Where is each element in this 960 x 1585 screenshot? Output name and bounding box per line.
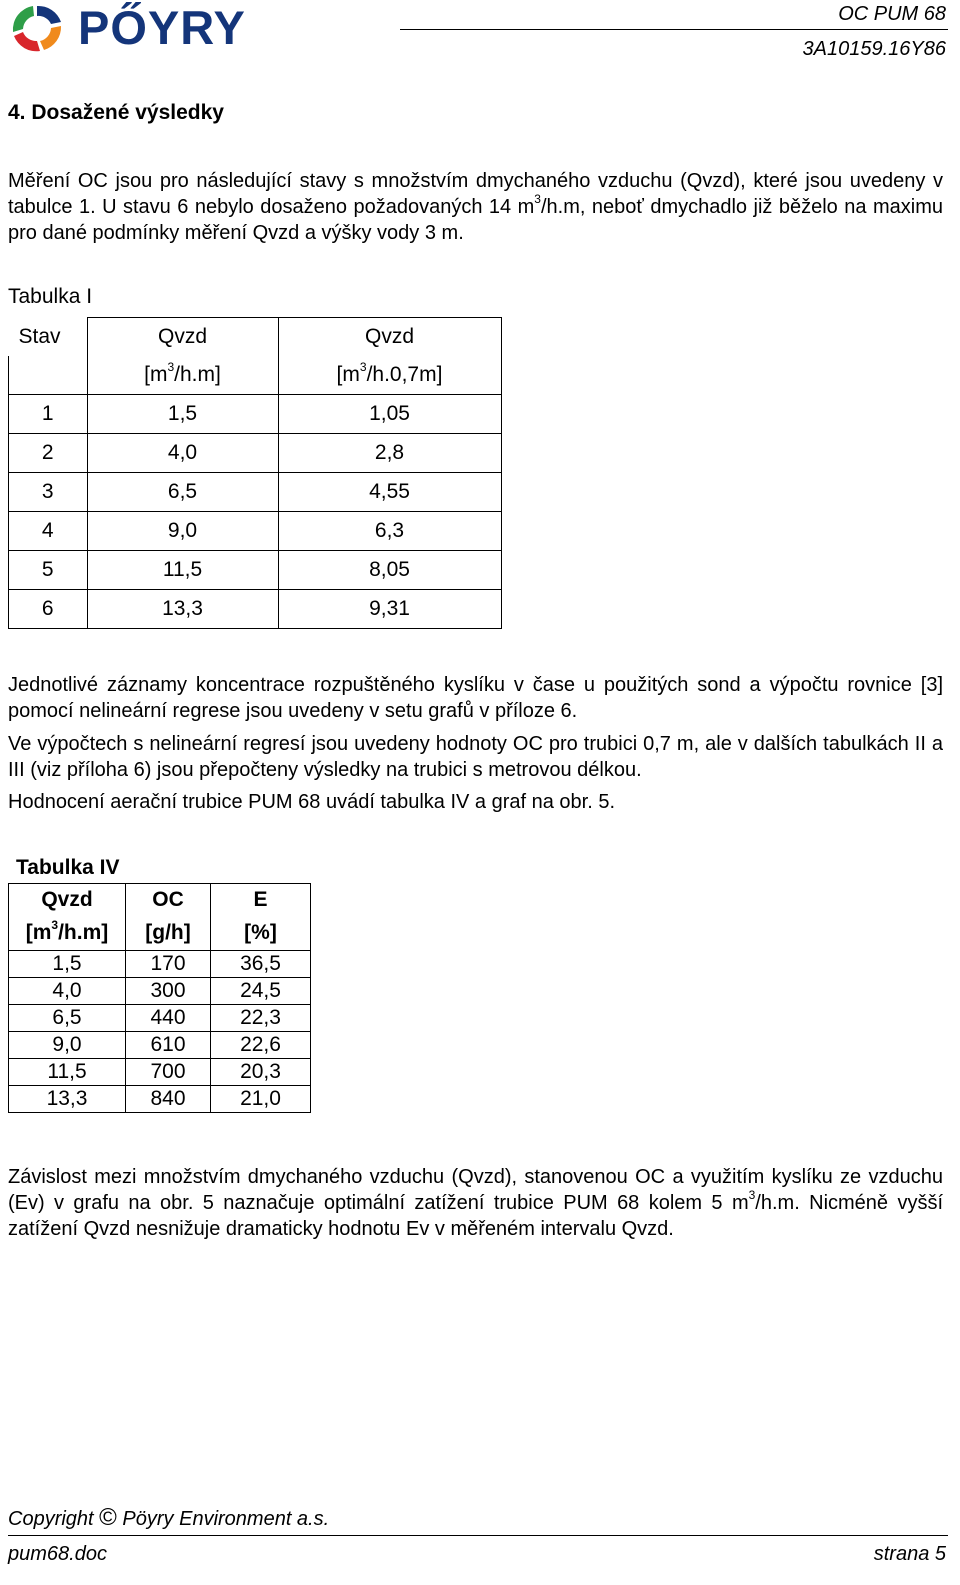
copyright-label: Copyright	[8, 1508, 94, 1530]
conclusion-text-1: Závislost mezi množstvím dmychaného vzduchu (Qvzd), stanovenou OC a využitím kyslíku ze vzduchu (Ev) v grafu na obr. 5 naznačuje optimální zatížení trubice PUM 68 kolem 5 m	[8, 1166, 943, 1214]
doc-code: OC PUM 68	[838, 3, 946, 25]
paragraph-calculation: Ve výpočtech s nelineární regresí jsou uvedeny hodnoty OC pro trubici 0,7 m, ale v dalších tabulkách II a III (viz příloha 6) jsou přepočteny výsledky na trubici s metrovou délkou.	[8, 733, 943, 781]
table-row: 11,5 700 20,3	[9, 1059, 311, 1086]
poyry-logo	[6, 2, 281, 54]
table1-header-stav: Stav	[18, 324, 61, 348]
table4-unit-e: [%]	[211, 916, 311, 951]
footer-filename: pum68.doc	[8, 1543, 107, 1565]
table-row: 1,5 170 36,5	[9, 951, 311, 978]
company-name: Pöyry Environment a.s.	[122, 1508, 330, 1530]
footer-page-number: strana 5	[873, 1543, 946, 1565]
copyright-icon: ©	[99, 1504, 117, 1531]
paragraph-records: Jednotlivé záznamy koncentrace rozpuštěného kyslíku v čase u použitých sond a výpočtu rovnice [3] pomocí nelineární regrese jsou uvedeny v setu grafů v příloze 6.	[8, 674, 943, 722]
footer-rule	[8, 1535, 948, 1536]
intro-paragraph	[8, 168, 943, 246]
table4-header-qvzd: Qvzd	[9, 884, 126, 917]
table-row: 4,0 300 24,5	[9, 978, 311, 1005]
logo-wordmark: PŐYRY	[78, 1, 246, 54]
table1-unit-qvzd: $[m^3/h.m]$	[87, 356, 278, 395]
section-title: 4. Dosažené výsledky	[8, 101, 224, 124]
table4-caption: Tabulka IV	[16, 856, 120, 879]
table-1	[8, 317, 502, 629]
table-row: 9,0 610 22,6	[9, 1032, 311, 1059]
table1-unit-empty	[9, 356, 88, 395]
table-4	[8, 883, 311, 1113]
conclusion-paragraph	[8, 1164, 943, 1242]
conclusion-superscript: 3	[748, 1188, 756, 1203]
table-row: 3 6,5 4,55	[9, 473, 502, 512]
paragraph-evaluation: Hodnocení aerační trubice PUM 68 uvádí tabulka IV a graf na obr. 5.	[8, 791, 616, 813]
table-row: 4 9,0 6,3	[9, 512, 502, 551]
intro-superscript: 3	[534, 192, 541, 207]
table4-unit-oc: [g/h]	[126, 916, 211, 951]
table-row: 5 11,5 8,05	[9, 551, 502, 590]
table1-unit-qvzd-07: $[m^3/h.0,7m]$	[278, 356, 501, 395]
table1-caption: Tabulka I	[8, 285, 93, 308]
table-row: 6 13,3 9,31	[9, 590, 502, 629]
header-rule	[400, 29, 948, 30]
table-row: 2 4,0 2,8	[9, 434, 502, 473]
table-row: 1 1,5 1,05	[9, 395, 502, 434]
table4-header-oc: OC	[126, 884, 211, 917]
table4-unit-qvzd: $[m^3/h.m]$	[9, 916, 126, 951]
intro-text-2: /h.m, neboť dmychadlo již běželo na maximu pro dané podmínky měření Qvzd a výšky vody 3 m.	[8, 196, 943, 244]
table-row: 6,5 440 22,3	[9, 1005, 311, 1032]
doc-id: 3A10159.16Y86	[802, 38, 946, 60]
table-row: 13,3 840 21,0	[9, 1086, 311, 1113]
table4-header-e: E	[211, 884, 311, 917]
table1-header-qvzd: Qvzd	[87, 318, 278, 357]
footer-copyright	[8, 1504, 329, 1532]
poyry-swirl-icon	[6, 2, 68, 54]
intro-text-1: Měření OC jsou pro následující stavy s množstvím dmychaného vzduchu (Qvzd), které jsou uvedeny v tabulce 1. U stavu 6 nebylo dosaženo požadovaných 14 m	[8, 170, 943, 218]
conclusion-text-2: /h.m. Nicméně vyšší zatížení Qvzd nesnižuje dramaticky hodnotu Ev v měřeném intervalu Qvzd.	[8, 1192, 943, 1240]
table1-header-qvzd-07: Qvzd	[278, 318, 501, 357]
